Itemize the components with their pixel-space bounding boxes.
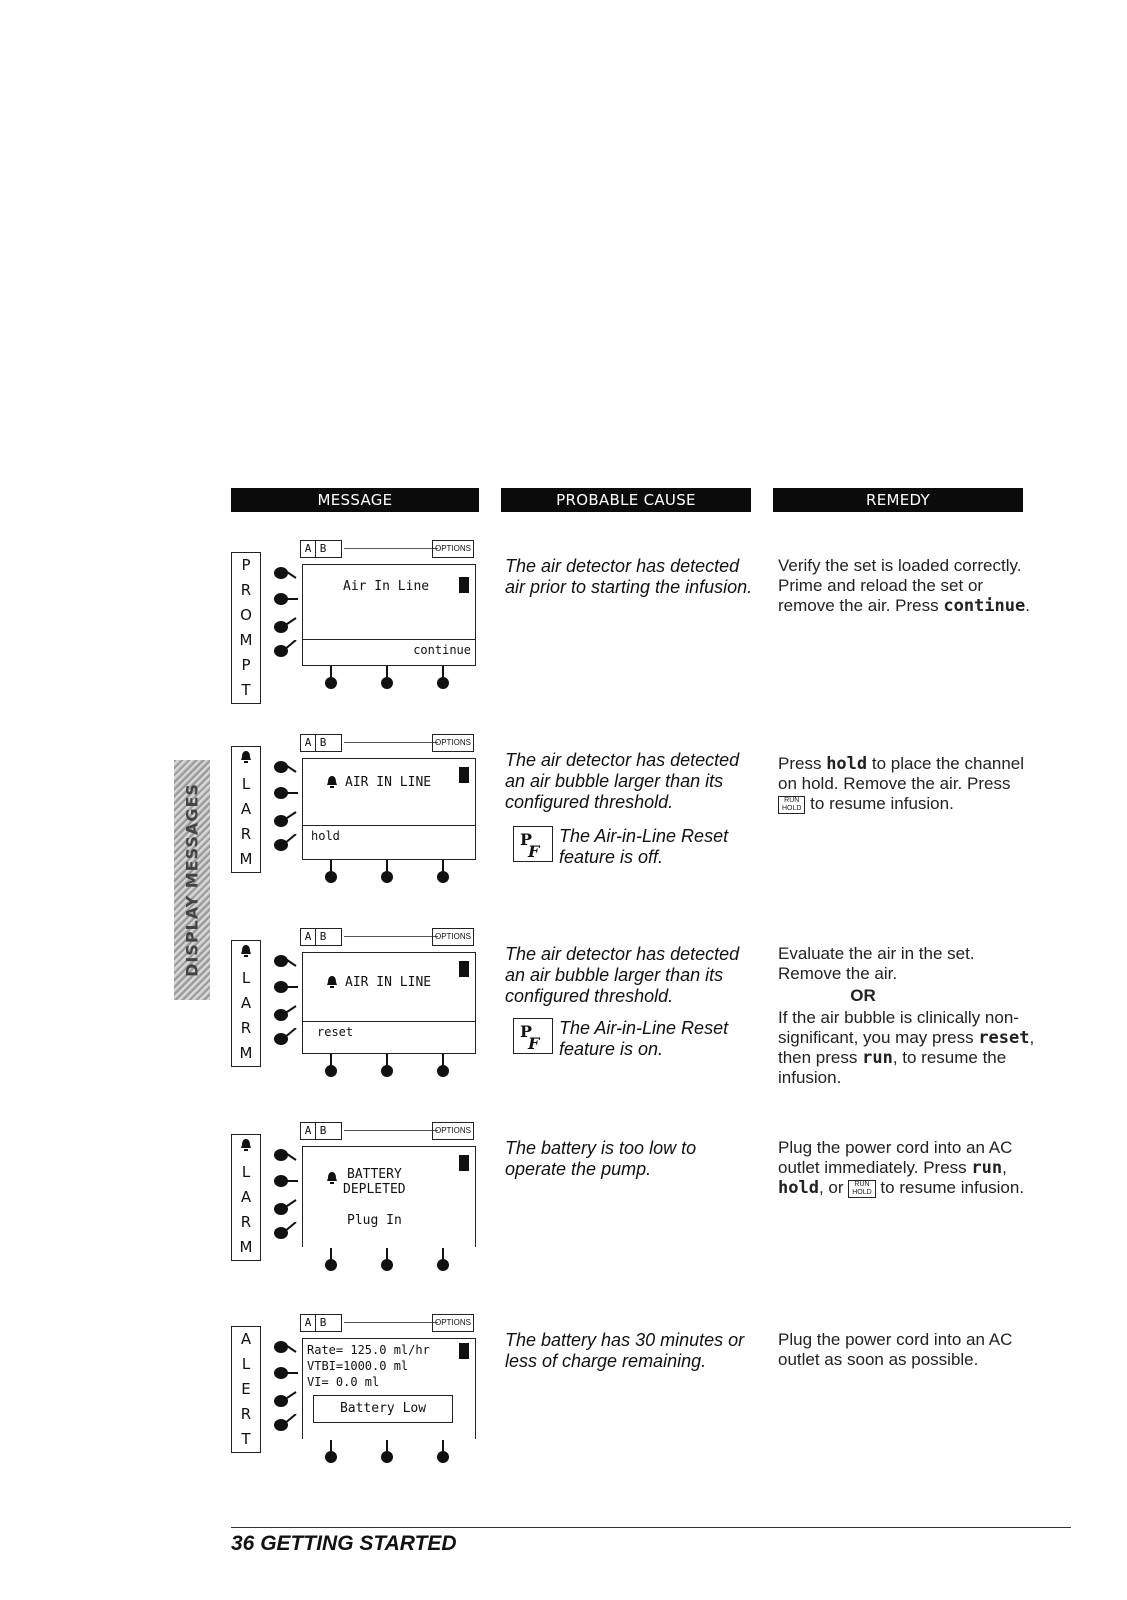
softkey-3-icon bbox=[272, 1198, 298, 1216]
options-label: OPTIONS bbox=[432, 928, 474, 946]
options-label: OPTIONS bbox=[432, 1122, 474, 1140]
screen-message: BATTERY bbox=[347, 1167, 402, 1182]
remedy: Press hold to place the channel on hold. Remove the air. Press RUN HOLD to resume infusion. bbox=[778, 754, 1025, 813]
softkey-label: continue bbox=[413, 643, 471, 657]
or-separator: OR bbox=[850, 986, 876, 1005]
alarm-bell-icon bbox=[239, 944, 253, 958]
softkey-label: hold bbox=[311, 829, 340, 843]
softkey-2-icon bbox=[272, 1172, 298, 1190]
bottom-key-3-icon bbox=[436, 1054, 450, 1078]
page-footer bbox=[231, 1532, 457, 1556]
command-hold: hold bbox=[778, 1178, 819, 1198]
softkey-label: reset bbox=[317, 1025, 354, 1039]
channel-indicator bbox=[459, 1343, 469, 1359]
message-type-label: A L E R T bbox=[231, 1326, 261, 1453]
softkey-3-icon bbox=[272, 810, 298, 828]
svg-text:F: F bbox=[528, 1034, 540, 1053]
screen-message-line2: DEPLETED bbox=[343, 1182, 406, 1197]
channel-tabs: A B bbox=[300, 1314, 342, 1332]
screen-instruction: Plug In bbox=[347, 1213, 402, 1228]
probable-cause: The air detector has detected an air bubble larger than its configured threshold. bbox=[505, 750, 740, 812]
programmable-feature-icon bbox=[513, 826, 553, 862]
header-remedy: REMEDY bbox=[773, 488, 1023, 512]
softkey-3-icon bbox=[272, 616, 298, 634]
probable-cause: The battery has 30 minutes or less of charge remaining. bbox=[505, 1330, 745, 1371]
channel-indicator bbox=[459, 577, 469, 593]
header-probable-cause: PROBABLE CAUSE bbox=[501, 488, 751, 512]
rate-readout: Rate= 125.0 ml/hr bbox=[307, 1343, 430, 1357]
probable-cause: The battery is too low to operate the pump. bbox=[505, 1138, 697, 1179]
message-type-label: L A R M bbox=[231, 746, 261, 873]
alarm-bell-icon bbox=[325, 975, 339, 989]
screen bbox=[302, 1338, 476, 1439]
vtbi-readout: VTBI=1000.0 ml bbox=[307, 1359, 409, 1373]
screen bbox=[302, 1146, 476, 1247]
bottom-key-3-icon bbox=[436, 860, 450, 884]
softkey-4-icon bbox=[272, 1028, 298, 1046]
channel-indicator bbox=[459, 767, 469, 783]
pump-display bbox=[270, 928, 486, 1078]
softkey-3-icon bbox=[272, 1390, 298, 1408]
probable-cause: The air detector has detected air prior to starting the infusion. bbox=[505, 556, 753, 597]
bottom-key-3-icon bbox=[436, 1248, 450, 1272]
bottom-key-2-icon bbox=[380, 1054, 394, 1078]
softkey-2-icon bbox=[272, 978, 298, 996]
remedy: Plug the power cord into an AC outlet immediately. Press run, hold, or RUN HOLD to resume infusion. bbox=[778, 1138, 1025, 1198]
command-continue: continue bbox=[943, 596, 1026, 616]
message-type-label: P R O M P T bbox=[231, 552, 261, 704]
svg-text:P: P bbox=[520, 1022, 533, 1041]
channel-indicator bbox=[459, 1155, 469, 1171]
bottom-key-2-icon bbox=[380, 1248, 394, 1272]
alarm-bell-icon bbox=[239, 750, 253, 764]
command-run: run bbox=[862, 1048, 893, 1068]
bottom-key-1-icon bbox=[324, 1054, 338, 1078]
screen bbox=[302, 952, 476, 1054]
softkey-4-icon bbox=[272, 1222, 298, 1240]
volume-infused-readout: VI= 0.0 ml bbox=[307, 1375, 380, 1389]
alert-box: Battery Low bbox=[313, 1395, 453, 1423]
programmable-feature-icon bbox=[513, 1018, 553, 1054]
options-label: OPTIONS bbox=[432, 734, 474, 752]
message-type-label: L A R M bbox=[231, 1134, 261, 1261]
alarm-bell-icon bbox=[325, 775, 339, 789]
softkey-4-icon bbox=[272, 1414, 298, 1432]
bottom-key-1-icon bbox=[324, 1440, 338, 1464]
softkey-1-icon bbox=[272, 1338, 298, 1356]
bottom-key-1-icon bbox=[324, 860, 338, 884]
softkey-1-icon bbox=[272, 758, 298, 776]
softkey-1-icon bbox=[272, 1146, 298, 1164]
page-number: 36 bbox=[231, 1532, 255, 1555]
bottom-key-3-icon bbox=[436, 666, 450, 690]
softkey-1-icon bbox=[272, 564, 298, 582]
bottom-key-1-icon bbox=[324, 666, 338, 690]
screen-message: AIR IN LINE bbox=[345, 975, 432, 990]
bottom-key-2-icon bbox=[380, 1440, 394, 1464]
remedy: Verify the set is loaded correctly. Prime and reload the set or remove the air. Press continue. bbox=[778, 556, 1030, 616]
command-reset: reset bbox=[978, 1028, 1030, 1048]
screen-message: Air In Line bbox=[343, 579, 430, 594]
screen bbox=[302, 758, 476, 860]
pump-display bbox=[270, 1314, 486, 1464]
softkey-2-icon bbox=[272, 784, 298, 802]
channel-tabs: A B bbox=[300, 540, 342, 558]
pump-display bbox=[270, 1122, 486, 1272]
probable-cause: The air detector has detected an air bubble larger than its configured threshold. bbox=[505, 944, 740, 1006]
run-hold-key-icon: RUN HOLD bbox=[848, 1180, 875, 1198]
softkey-4-icon bbox=[272, 834, 298, 852]
channel-tabs: A B bbox=[300, 1122, 342, 1140]
bottom-key-3-icon bbox=[436, 1440, 450, 1464]
screen bbox=[302, 564, 476, 666]
svg-text:P: P bbox=[520, 830, 533, 849]
softkey-2-icon bbox=[272, 1364, 298, 1382]
screen-message: AIR IN LINE bbox=[345, 775, 432, 790]
command-hold: hold bbox=[826, 754, 868, 774]
header-message: MESSAGE bbox=[231, 488, 479, 512]
softkey-3-icon bbox=[272, 1004, 298, 1022]
command-run: run bbox=[971, 1158, 1003, 1178]
remedy: Evaluate the air in the set. Remove the air. OR If the air bubble is clinically non-significant, you may press reset, then press run, to resume the infusion. bbox=[778, 944, 1035, 1087]
footer-rule bbox=[231, 1527, 1071, 1528]
section-title: GETTING STARTED bbox=[260, 1532, 457, 1555]
channel-indicator bbox=[459, 961, 469, 977]
pump-display bbox=[270, 734, 486, 884]
remedy: Plug the power cord into an AC outlet as soon as possible. bbox=[778, 1330, 1013, 1369]
bottom-key-2-icon bbox=[380, 666, 394, 690]
channel-tabs: A B bbox=[300, 734, 342, 752]
softkey-1-icon bbox=[272, 952, 298, 970]
bottom-key-2-icon bbox=[380, 860, 394, 884]
run-hold-key-icon: RUN HOLD bbox=[778, 796, 805, 814]
side-tab-label: DISPLAY MESSAGES bbox=[182, 783, 202, 977]
options-label: OPTIONS bbox=[432, 540, 474, 558]
bottom-key-1-icon bbox=[324, 1248, 338, 1272]
alarm-bell-icon bbox=[325, 1171, 339, 1185]
channel-tabs: A B bbox=[300, 928, 342, 946]
options-label: OPTIONS bbox=[432, 1314, 474, 1332]
side-tab bbox=[174, 760, 210, 1000]
softkey-4-icon bbox=[272, 640, 298, 658]
pump-display bbox=[270, 540, 486, 690]
svg-text:F: F bbox=[528, 842, 540, 861]
softkey-2-icon bbox=[272, 590, 298, 608]
message-type-label: L A R M bbox=[231, 940, 261, 1067]
alarm-bell-icon bbox=[239, 1138, 253, 1152]
